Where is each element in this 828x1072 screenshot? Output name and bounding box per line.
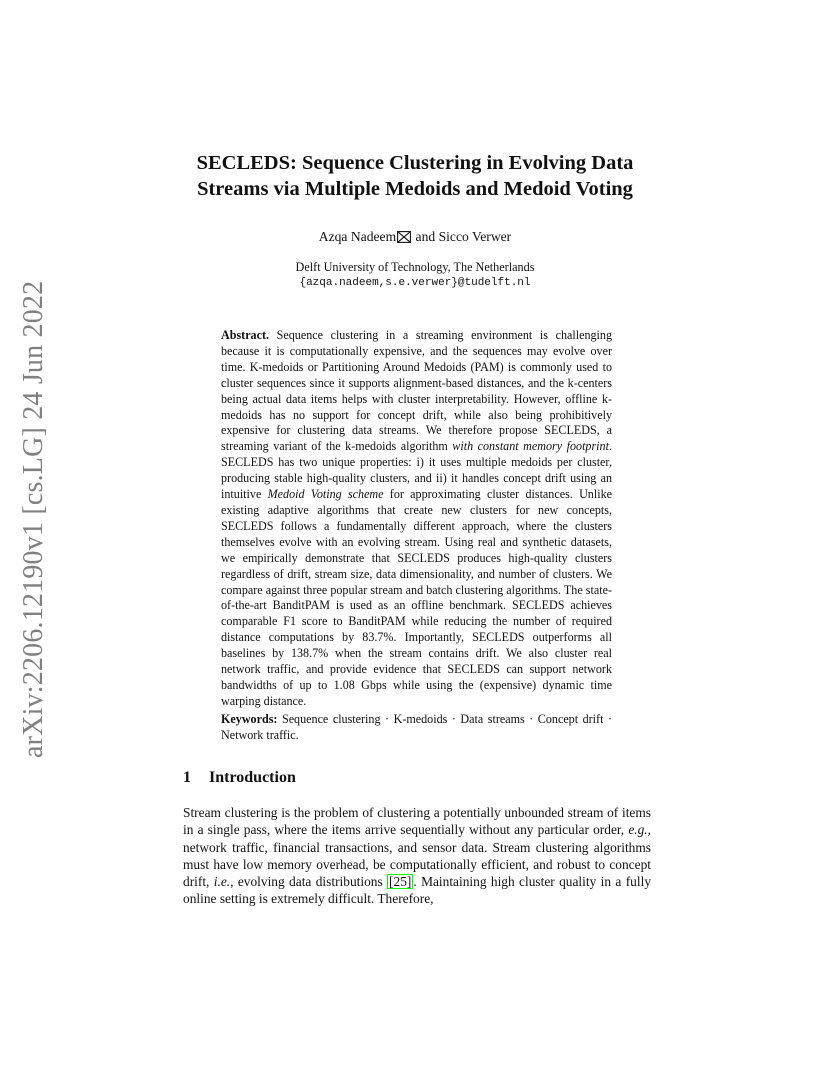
intro-text-4: . Maintaining high cluster quality in a fully online setting is extremely difficult. Therefore,	[183, 874, 652, 907]
envelope-icon[interactable]	[397, 231, 411, 247]
author-second: Sicco Verwer	[438, 229, 512, 244]
author-emails[interactable]: {azqa.nadeem,s.e.verwer}@tudelft.nl	[299, 277, 531, 289]
abstract-label: Abstract.	[221, 328, 270, 342]
introduction-paragraph	[183, 804, 651, 908]
intro-text-2: network traffic, financial transactions, and sensor data. Stream clustering algorithms must have low memory overhead, be computationally efficient, and robust to concept drift,	[183, 839, 651, 890]
affiliation-block	[160, 259, 670, 291]
affiliation: Delft University of Technology, The Netherlands	[295, 260, 535, 274]
section-number: 1	[183, 769, 191, 786]
intro-text-1: Stream clustering is the problem of clustering a potentially unbounded stream of items in a single pass, where the items arrive sequentially without any particular order,	[183, 805, 651, 838]
abstract	[221, 328, 612, 710]
intro-eg: e.g.,	[628, 822, 651, 838]
abstract-text-2: . SECLEDS has two unique properties: i) it uses multiple medoids per cluster, producing stable high-quality clusters, and ii) it handles concept drift using an intuitive	[221, 439, 612, 502]
author-line	[160, 229, 670, 247]
arxiv-identifier-stamp: arXiv:2206.12190v1 [cs.LG] 24 Jun 2022	[18, 280, 49, 758]
abstract-emphasis-1: with constant memory footprint	[452, 439, 609, 454]
keywords-label: Keywords:	[221, 712, 278, 726]
paper-title: SECLEDS: Sequence Clustering in Evolving Data Streams via Multiple Medoids and Medoid Voting	[196, 152, 634, 200]
section-heading	[183, 769, 296, 787]
intro-ie: i.e.,	[213, 874, 234, 890]
keywords-text: Sequence clustering · K-medoids · Data streams · Concept drift · Network traffic.	[221, 712, 612, 742]
author-first: Azqa Nadeem	[318, 229, 397, 244]
section-title: Introduction	[209, 769, 296, 786]
intro-text-3: evolving data distributions	[233, 874, 388, 890]
abstract-text-3: for approximating cluster distances. Unlike existing adaptive algorithms that create new clusters for new concepts, SECLEDS follows a fundamentally different approach, where the clusters themselves evolve with an evolving stream. Using real and synthetic datasets, we empirically demonstrate that SECLEDS produces high-quality clusters regardless of drift, stream size, data dimensionality, and number of clusters. We compare against three popular stream and batch clustering algorithms. The state-of-the-art BanditPAM is used as an offline benchmark. SECLEDS achieves comparable F1 score to BanditPAM while reducing the number of required distance computations by 83.7%. Importantly, SECLEDS outperforms all baselines by 138.7% when the stream contains drift. We also cluster real network traffic, and provide evidence that SECLEDS can support network bandwidths of up to 1.08 Gbps while using the (expensive) dynamic time warping distance.	[221, 487, 612, 708]
keywords	[221, 712, 612, 744]
author-separator: and	[412, 229, 439, 244]
abstract-emphasis-2: Medoid Voting scheme	[267, 487, 384, 502]
abstract-text-1: Sequence clustering in a streaming environment is challenging because it is computationally expensive, and the sequences may evolve over time. K-medoids or Partitioning Around Medoids (PAM) is commonly used to cluster sequences since it supports alignment-based distances, and the k-centers being actual data items helps with cluster interpretability. However, offline k-medoids has no support for concept drift, while also being prohibitively expensive for clustering data streams. We therefore propose SECLEDS, a streaming variant of the k-medoids algorithm	[221, 328, 612, 454]
citation-link[interactable]: [25]	[389, 874, 412, 890]
